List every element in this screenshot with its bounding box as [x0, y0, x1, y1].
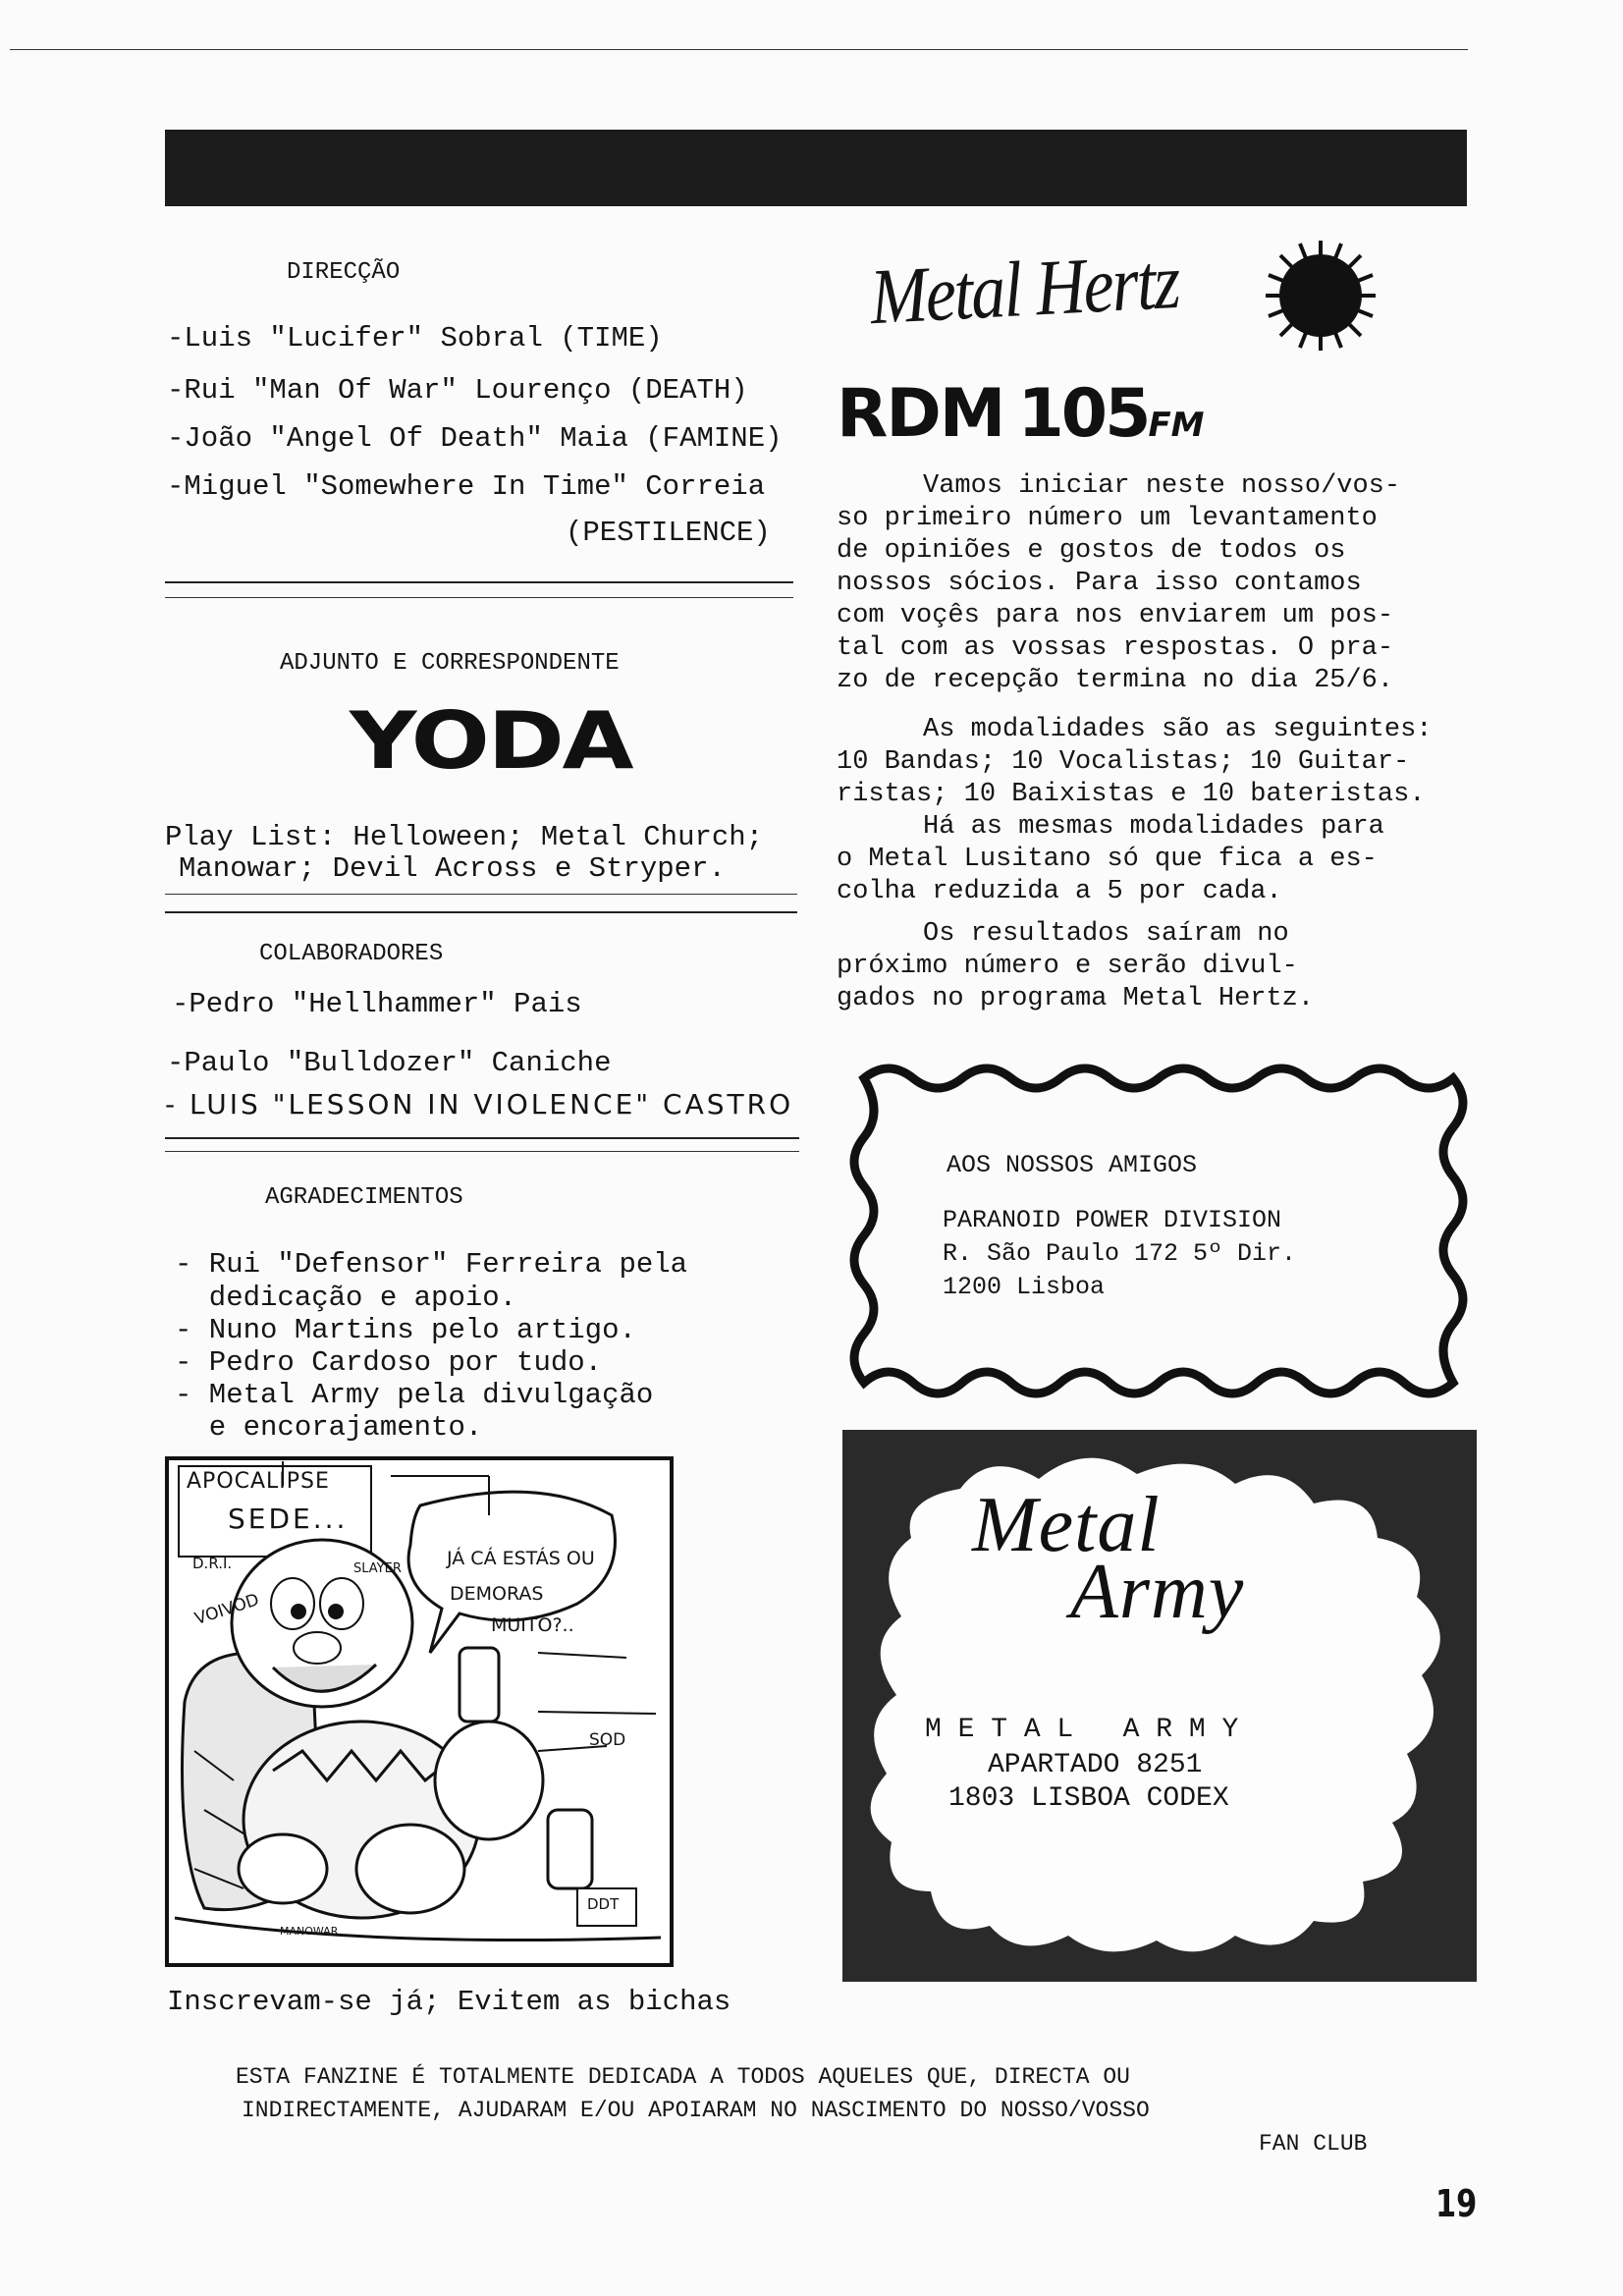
- adjunto-heading: ADJUNTO E CORRESPONDENTE: [280, 650, 620, 677]
- agradecimentos-line: dedicação e apoio.: [175, 1282, 517, 1314]
- divider: [165, 1137, 799, 1139]
- station-name: RDM: [837, 375, 1004, 453]
- sun-icon: [1263, 238, 1379, 354]
- radio-text-line: ristas; 10 Baixistas e 10 bateristas.: [837, 780, 1426, 809]
- speech-bubble-text: DEMORAS: [450, 1583, 544, 1605]
- agradecimentos-line: - Rui "Defensor" Ferreira pela: [175, 1248, 688, 1281]
- radio-text-line: Há as mesmas modalidades para: [923, 812, 1384, 842]
- divider: [165, 1151, 799, 1152]
- yoda-logo: YODA: [350, 695, 632, 787]
- radio-text-line: 10 Bandas; 10 Vocalistas; 10 Guitar-: [837, 747, 1410, 777]
- agradecimentos-line: - Nuno Martins pelo artigo.: [175, 1314, 636, 1346]
- poster-label: DDT: [587, 1895, 620, 1913]
- agradecimentos-line: - Metal Army pela divulgação: [175, 1379, 654, 1411]
- speech-bubble-text: JÁ CÁ ESTÁS OU: [447, 1548, 595, 1569]
- radio-station-logo: [837, 375, 1205, 453]
- metal-army-logo-line: Army: [1070, 1549, 1245, 1635]
- metal-army-logo-line: Metal: [972, 1482, 1161, 1568]
- direccao-member: -João "Angel Of Death" Maia (FAMINE): [167, 422, 783, 455]
- page-number: 19: [1435, 2182, 1478, 2225]
- radio-text-line: nossos sócios. Para isso contamos: [837, 569, 1362, 598]
- radio-text-line: Vamos iniciar neste nosso/vos-: [923, 471, 1401, 501]
- divider: [165, 581, 793, 583]
- playlist-line: Play List: Helloween; Metal Church;: [165, 821, 764, 853]
- colaboradores-member: -Pedro "Hellhammer" Pais: [172, 988, 582, 1020]
- poster-label: D.R.I.: [192, 1555, 233, 1572]
- agradecimentos-line: - Pedro Cardoso por tudo.: [175, 1346, 603, 1379]
- station-frequency: 105: [1017, 375, 1149, 453]
- top-rule: [10, 49, 1468, 50]
- radio-text-line: próximo número e serão divul-: [837, 952, 1298, 981]
- poster-label: VOIVOD: [192, 1590, 262, 1630]
- radio-text-line: As modalidades são as seguintes:: [923, 715, 1433, 744]
- colaboradores-member: - LUIS "LESSON IN VIOLENCE" CASTRO: [165, 1088, 794, 1121]
- radio-text-line: gados no programa Metal Hertz.: [837, 984, 1315, 1013]
- direccao-member: -Miguel "Somewhere In Time" Correia: [167, 470, 766, 503]
- poster-label: SLAYER: [353, 1561, 402, 1576]
- footer-line: ESTA FANZINE É TOTALMENTE DEDICADA A TODOS AQUELES QUE, DIRECTA OU: [236, 2064, 1130, 2090]
- footer-line: FAN CLUB: [1259, 2131, 1368, 2157]
- friends-line: PARANOID POWER DIVISION: [943, 1206, 1282, 1234]
- radio-text-line: Os resultados saíram no: [923, 919, 1289, 949]
- radio-text-line: colha reduzida a 5 por cada.: [837, 877, 1282, 906]
- poster-label: MANOWAR: [280, 1925, 339, 1938]
- colaboradores-member: -Paulo "Bulldozer" Caniche: [167, 1047, 612, 1079]
- radio-text-line: o Metal Lusitano só que fica a es-: [837, 845, 1378, 874]
- direccao-heading: DIRECÇÃO: [287, 259, 401, 286]
- radio-text-line: tal com as vossas respostas. O pra-: [837, 633, 1394, 663]
- header-band: [165, 130, 1467, 206]
- station-band: FM: [1148, 406, 1205, 445]
- cartoon-panel-text: SEDE...: [228, 1503, 349, 1535]
- radio-text-line: de opiniões e gostos de todos os: [837, 536, 1346, 566]
- friends-line: 1200 Lisboa: [943, 1273, 1106, 1301]
- direccao-member: -Rui "Man Of War" Lourenço (DEATH): [167, 374, 748, 407]
- radio-text-line: zo de recepção termina no dia 25/6.: [837, 666, 1394, 695]
- poster-label: SOD: [589, 1730, 626, 1750]
- friends-heading: AOS NOSSOS AMIGOS: [947, 1151, 1198, 1179]
- divider: [165, 911, 797, 913]
- agradecimentos-line: e encorajamento.: [175, 1411, 483, 1444]
- playlist-line: Manowar; Devil Across e Stryper.: [179, 852, 726, 885]
- metal-hertz-logo: Metal Hertz: [868, 238, 1181, 342]
- metal-army-address: 1803 LISBOA CODEX: [948, 1783, 1229, 1814]
- radio-text-line: so primeiro número um levantamento: [837, 504, 1378, 533]
- colaboradores-heading: COLABORADORES: [259, 941, 444, 967]
- footer-line: INDIRECTAMENTE, AJUDARAM E/OU APOIARAM NO NASCIMENTO DO NOSSO/VOSSO: [242, 2098, 1150, 2123]
- radio-text-line: com voçês para nos enviarem um pos-: [837, 601, 1394, 630]
- metal-army-address: APARTADO 8251: [988, 1750, 1203, 1780]
- metal-army-name: M E T A L A R M Y: [925, 1715, 1239, 1745]
- cartoon-caption: Inscrevam-se já; Evitem as bichas: [167, 1986, 731, 2018]
- cartoon-panel-text: APOCALIPSE: [187, 1469, 330, 1494]
- direccao-member: -Luis "Lucifer" Sobral (TIME): [167, 322, 663, 355]
- divider: [165, 894, 797, 895]
- agradecimentos-heading: AGRADECIMENTOS: [265, 1184, 463, 1211]
- speech-bubble-text: MUITO?..: [491, 1614, 574, 1636]
- divider: [165, 597, 793, 598]
- friends-line: R. São Paulo 172 5º Dir.: [943, 1239, 1297, 1268]
- direccao-member: (PESTILENCE): [566, 517, 771, 549]
